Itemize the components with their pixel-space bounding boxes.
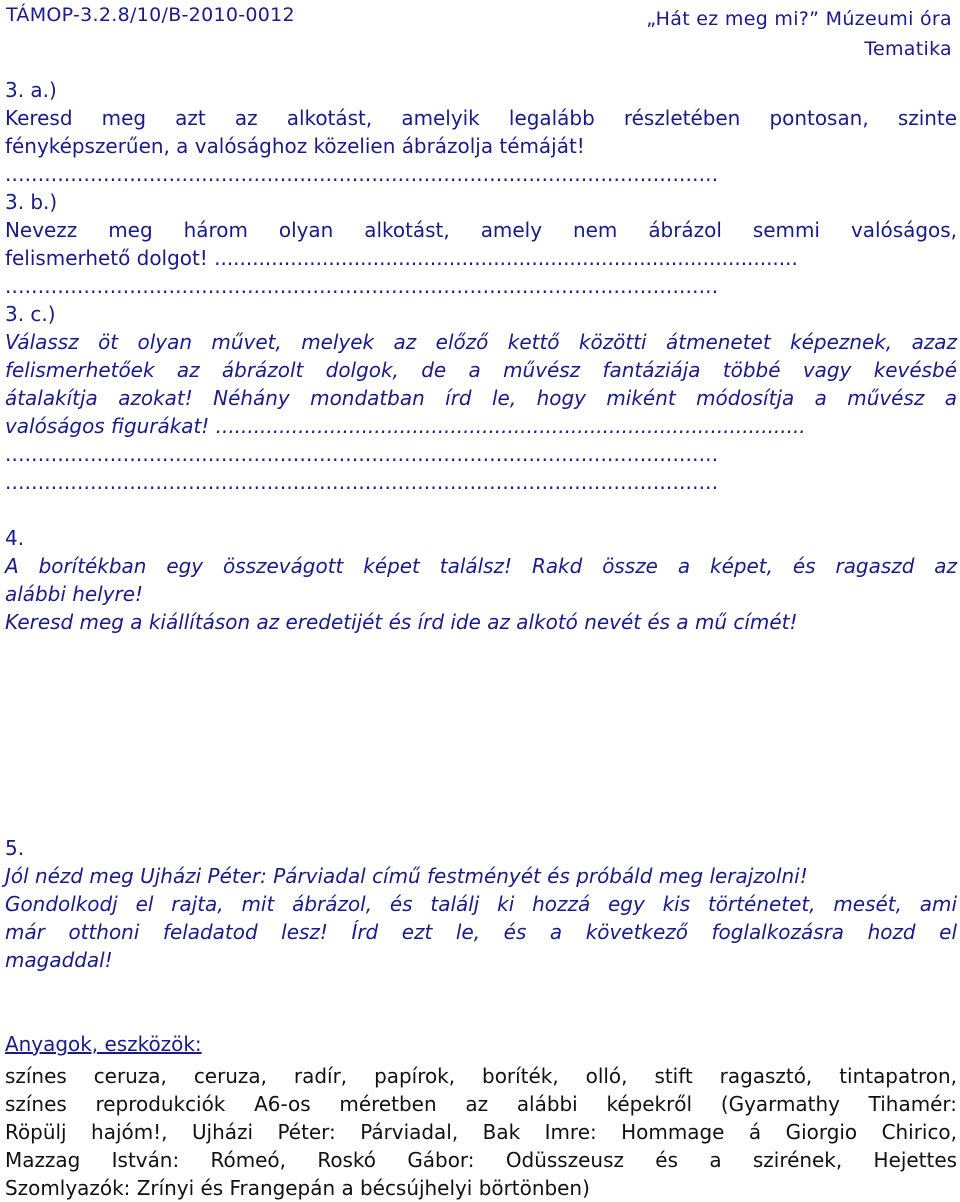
answer-dots-3a: ............................................................................................................. — [5, 162, 719, 186]
text-3c-line3: átalakítja azokat! Néhány mondatban írd le, hogy miként módosítja a művész a — [5, 386, 957, 410]
text-3c-line2: felismerhetőek az ábrázolt dolgok, de a művész fantáziája többé vagy kevésbé — [5, 358, 957, 382]
answer-dots-3b: ............................................................................................................. — [5, 274, 719, 298]
text-5-line4: magaddal! — [5, 948, 113, 972]
materials-line1: színes ceruza, ceruza, radír, papírok, boríték, olló, stift ragasztó, tintapatron, — [5, 1064, 957, 1088]
heading-3a: 3. a.) — [5, 78, 57, 102]
text-4-line1: A borítékban egy összevágott képet találsz! Rakd össze a képet, és ragaszd az — [5, 554, 957, 578]
text-3a-line2: fényképszerűen, a valósághoz közelien ábrázolja témáját! — [5, 134, 585, 158]
heading-5: 5. — [5, 836, 25, 860]
heading-4: 4. — [5, 526, 25, 550]
text-3c-line1: Válassz öt olyan művet, melyek az előző kettő közötti átmenetet képeznek, azaz — [5, 330, 957, 354]
text-5-line1: Jól nézd meg Ujházi Péter: Párviadal című festményét és próbáld meg lerajzolni! — [5, 864, 808, 888]
text-5-line2: Gondolkodj el rajta, mit ábrázol, és találj ki hozzá egy kis történetet, mesét, ami — [5, 892, 957, 916]
materials-line2: színes reprodukciók A6-os méretben az alábbi képekről (Gyarmathy Tihamér: — [5, 1092, 957, 1116]
text-3b-line1: Nevezz meg három olyan alkotást, amely nem ábrázol semmi valóságos, — [5, 218, 957, 242]
heading-3b: 3. b.) — [5, 190, 58, 214]
text-5-line3: már otthoni feladatod lesz! Írd ezt le, és a következő foglalkozásra hozd el — [5, 920, 957, 944]
text-4-line2: alábbi helyre! — [5, 582, 144, 606]
materials-line3: Röpülj hajóm!, Ujházi Péter: Párviadal, Bak Imre: Hommage á Giorgio Chirico, — [5, 1120, 957, 1144]
heading-3c: 3. c.) — [5, 302, 56, 326]
header-project-code: TÁMOP-3.2.8/10/B-2010-0012 — [6, 4, 295, 26]
answer-dots-3c-2: ............................................................................................................. — [5, 470, 719, 494]
materials-heading: Anyagok, eszközök: — [5, 1032, 202, 1056]
text-3b-line2: felismerhető dolgot! ............................................................................................ — [5, 246, 798, 270]
header-title — [646, 4, 952, 64]
text-3c-line4: valóságos figurákat! ............................................................................................. — [5, 414, 806, 438]
answer-dots-3c-1: ............................................................................................................. — [5, 442, 719, 466]
text-4-line3: Keresd meg a kiállításon az eredetijét és írd ide az alkotó nevét és a mű címét! — [5, 610, 798, 634]
text-3a-line1: Keresd meg azt az alkotást, amelyik legalább részletében pontosan, szinte — [5, 106, 957, 130]
header-title-line2: Tematika — [864, 38, 952, 60]
header-title-line1: „Hát ez meg mi?” Múzeumi óra — [646, 8, 952, 30]
materials-line4: Mazzag István: Rómeó, Roskó Gábor: Odüsszeusz és a szirének, Hejettes — [5, 1148, 957, 1172]
materials-line5: Szomlyazók: Zrínyi és Frangepán a bécsújhelyi börtönben) — [5, 1176, 590, 1200]
